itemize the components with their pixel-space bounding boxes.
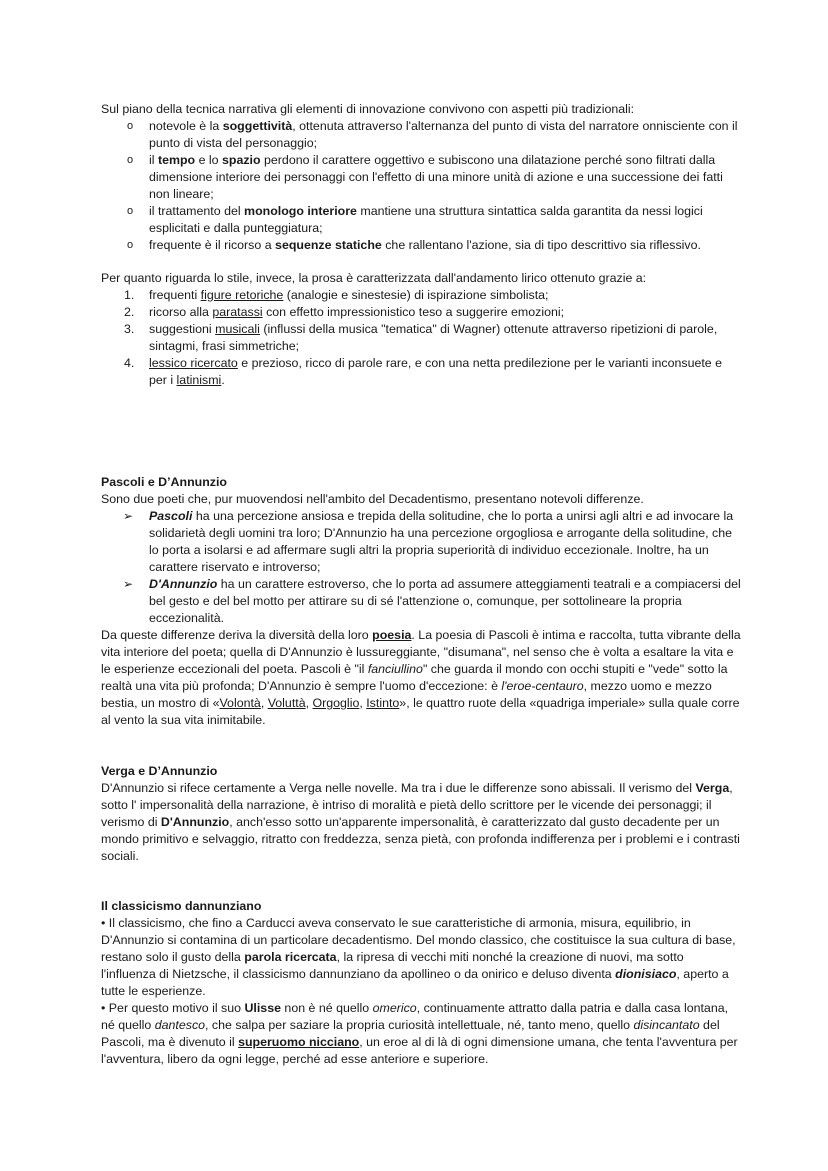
section-heading-pascoli: Pascoli e D’Annunzio	[101, 475, 227, 489]
list-item: o il trattamento del monologo interiore mantiene una struttura sintattica salda garantita da nessi logici esplicitati e dalla punteggiatura;	[127, 204, 703, 235]
verga-paragraph: D'Annunzio si rifece certamente a Verga nelle novelle. Ma tra i due le differenze sono abissali. Il verismo del Verga, sotto l' impersonalità della narrazione, è intriso di moralità e pietà dello scrittore per le vicende dei personaggi; il verismo di D'Annunzio, anch'esso sotto un'apparente impersonalità, è caratterizzato dal gusto decadente per un mondo primitivo e selvaggio, ritratto con freddezza, senza pietà, con profonda indifferenza per i problemi e i contrasti sociali.	[101, 781, 740, 863]
list-number: 2.	[124, 305, 135, 319]
bullet-dot-icon: •	[101, 1001, 106, 1015]
list-item: o notevole è la soggettività, ottenuta attraverso l'alternanza del punto di vista del narratore onnisciente con il punto di vista del personaggio;	[127, 119, 738, 150]
pascoli-list	[101, 508, 741, 627]
circle-bullet-icon: o	[127, 120, 134, 132]
style-list	[101, 287, 741, 389]
list-number: 3.	[124, 322, 135, 336]
narrative-intro: Sul piano della tecnica narrativa gli elementi di innovazione convivono con aspetti più tradizionali:	[101, 102, 635, 116]
classicismo-paragraph-2: • Per questo motivo il suo Ulisse non è né quello omerico, continuamente attratto dalla patria e dalla casa lontana, né quello dantesco, che salpa per saziare la propria curiosità intellettuale, né, tanto meno, quello disincantato del Pascoli, ma è divenuto il superuomo nicciano, un eroe al di là di ogni dimensione umana, che tenta l'avventura per l'avventura, libero da ogni legge, perché ad esse anteriore e superiore.	[101, 1001, 738, 1066]
narrative-list	[101, 118, 741, 254]
arrow-bullet-icon: ➢	[123, 577, 134, 591]
bullet-dot-icon: •	[101, 916, 106, 930]
circle-bullet-icon: o	[127, 205, 134, 217]
list-item: o il tempo e lo spazio perdono il carattere oggettivo e subiscono una dilatazione perché sono filtrati dalla dimensione interiore dei personaggi con l'effetto di una minore unità di azione e una successione dei fatti non lineare;	[127, 153, 723, 201]
pascoli-paragraph: Da queste differenze deriva la diversità della loro poesia. La poesia di Pascoli è intima e raccolta, tutta vibrante della vita interiore del poeta; quella di D'Annunzio è lussureggiante, "disumana", nel senso che è volta a esaltare la vita e le esperienze eccezionali del poeta. Pascoli è "il fanciullino" che guarda il mondo con occhi stupiti e "vede" sotto la realtà una vita più profonda; D'Annunzio è sempre l'uomo d'eccezione: è l'eroe-centauro, mezzo uomo e mezzo bestia, un mostro di «Volontà, Voluttà, Orgoglio, Istinto», le quattro ruote della «quadriga imperiale» sulla quale corre al vento la sua vita inimitabile.	[101, 628, 741, 727]
section-heading-classicismo: Il classicismo dannunziano	[101, 899, 262, 913]
arrow-bullet-icon: ➢	[123, 509, 134, 523]
circle-bullet-icon: o	[127, 154, 134, 166]
list-item: 1. frequenti figure retoriche (analogie e sinestesie) di ispirazione simbolista;	[124, 288, 549, 302]
list-number: 4.	[124, 356, 135, 370]
circle-bullet-icon: o	[127, 239, 134, 251]
section-heading-verga: Verga e D’Annunzio	[101, 764, 218, 778]
list-item: 2. ricorso alla paratassi con effetto impressionistico teso a suggerire emozioni;	[124, 305, 565, 319]
classicismo-paragraph-1: • Il classicismo, che fino a Carducci aveva conservato le sue caratteristiche di armonia, misura, equilibrio, in D'Annunzio si contamina di un particolare decadentismo. Del mondo classico, che costituisce la sua cultura di base, restano solo il gusto della parola ricercata, la ripresa di vecchi miti nonché la creazione di nuovi, ma sotto l'influenza di Nietzsche, il classicismo dannunziano da apollineo o da onirico e deluso diventa dionisiaco, aperto a tutte le esperienze.	[101, 916, 736, 998]
list-item: 3. suggestioni musicali (influssi della musica "tematica" di Wagner) ottenute attraverso ripetizioni di parole, sintagmi, frasi simmetriche;	[124, 322, 718, 353]
list-item: ➢ Pascoli ha una percezione ansiosa e trepida della solitudine, che lo porta a unirsi agli altri e ad invocare la solidarietà degli uomini tra loro; D'Annunzio ha una percezione orgogliosa e arrogante della solitudine, che lo porta a isolarsi e ad affermare sugli altri la propria superiorità di individuo eccezionale. Inoltre, ha un carattere riservato e introverso;	[123, 509, 734, 574]
list-item: o frequente è il ricorso a sequenze statiche che rallentano l'azione, sia di tipo descrittivo sia riflessivo.	[127, 238, 701, 252]
list-item: ➢ D'Annunzio ha un carattere estroverso, che lo porta ad assumere atteggiamenti teatrali e a compiacersi del bel gesto e del bel motto per attirare su di sé l'attenzione o, comunque, per sottolineare la propria eccezionalità.	[123, 577, 741, 625]
list-number: 1.	[124, 288, 135, 302]
list-item: 4. lessico ricercato e prezioso, ricco di parole rare, e con una netta predilezione per le varianti inconsuete e per i latinismi.	[124, 356, 723, 387]
style-intro: Per quanto riguarda lo stile, invece, la prosa è caratterizzata dall'andamento lirico ottenuto grazie a:	[101, 271, 647, 285]
pascoli-intro: Sono due poeti che, pur muovendosi nell'ambito del Decadentismo, presentano notevoli differenze.	[101, 492, 644, 506]
